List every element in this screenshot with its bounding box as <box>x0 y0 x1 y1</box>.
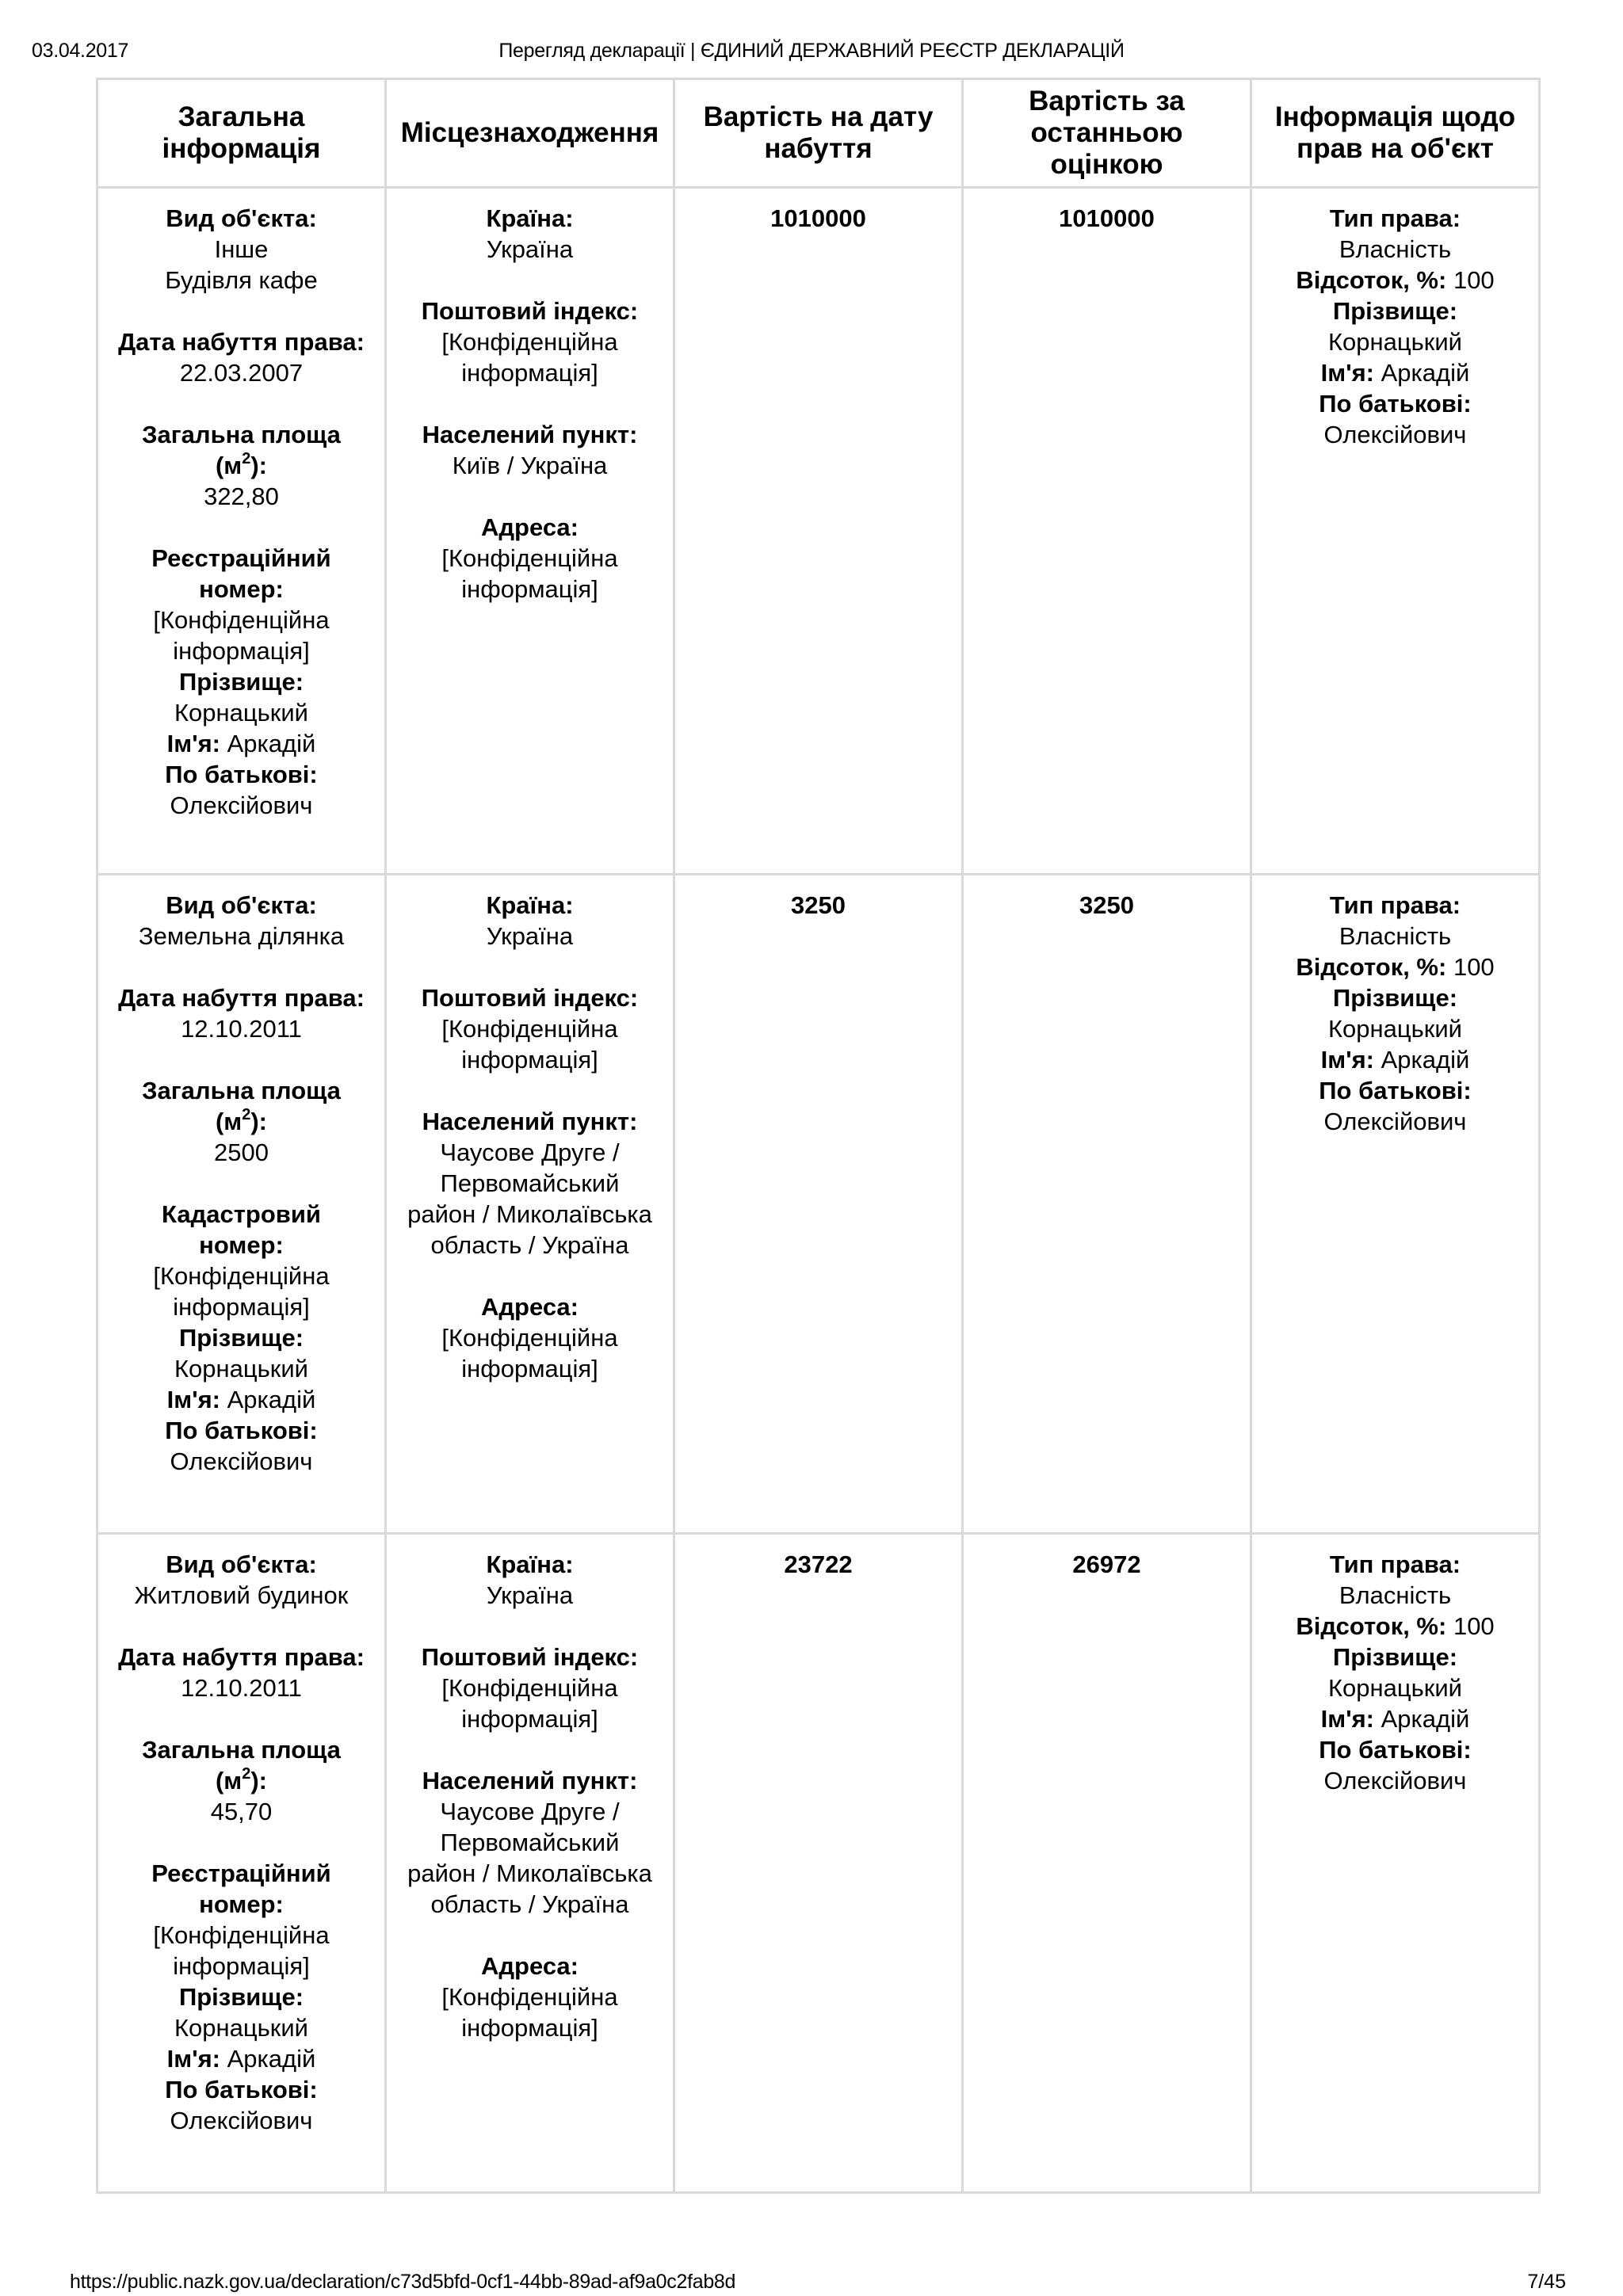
page-url: https://public.nazk.gov.ua/declaration/c73d5bfd-0cf1-44bb-89ad-af9a0c2fab8d <box>70 2271 736 2293</box>
cost-acquisition-cell <box>675 1535 964 2194</box>
area-label-text: Загальна площа (м <box>142 1736 341 1794</box>
cost-acquisition-cell <box>675 875 964 1535</box>
cost-acquisition-value: 23722 <box>784 1550 853 1578</box>
page-title: Перегляд декларації | ЄДИНИЙ ДЕРЖАВНИЙ РЕЄСТР ДЕКЛАРАЦІЙ <box>498 40 1125 62</box>
right-type-label: Тип права: <box>1329 891 1461 919</box>
settlement-value: Чаусове Друге / Первомайський район / Миколаївська область / Україна <box>407 1798 652 1918</box>
rights-cell <box>1252 1535 1541 2194</box>
column-header-rights: Інформація щодо прав на об'єкт <box>1252 80 1541 189</box>
surname-label: Прізвище: <box>178 1324 304 1352</box>
address-value: [Конфіденційна інформація] <box>441 1983 618 2042</box>
surname-value: Корнацький <box>174 1355 308 1383</box>
right-patronymic-label: По батькові: <box>1319 1736 1472 1764</box>
name-value: Аркадій <box>227 1386 316 1413</box>
object-type-label: Вид об'єкта: <box>166 1550 317 1578</box>
cost-last-cell <box>964 189 1252 875</box>
right-surname-label: Прізвище: <box>1332 984 1458 1012</box>
cost-last-cell <box>964 1535 1252 2194</box>
area-label <box>117 1075 365 1137</box>
right-patronymic-value: Олексійович <box>1323 1767 1467 1794</box>
surname-value: Корнацький <box>174 699 308 727</box>
reg-number-value: [Конфіденційна інформація] <box>153 1921 330 1980</box>
object-type-label: Вид об'єкта: <box>166 204 317 232</box>
page-number: 7/45 <box>1527 2271 1566 2293</box>
print-date: 03.04.2017 <box>32 40 129 62</box>
area-label <box>117 1734 365 1796</box>
area-label-end: ): <box>250 1108 268 1135</box>
country-label: Країна: <box>486 204 574 232</box>
reg-number-label: Реєстраційний номер: <box>151 1859 331 1918</box>
object-desc-value: Будівля кафе <box>165 266 318 294</box>
right-patronymic-label: По батькові: <box>1319 1077 1472 1104</box>
share-label: Відсоток, %: <box>1296 266 1447 294</box>
right-surname-label: Прізвище: <box>1332 297 1458 325</box>
object-type-value: Земельна ділянка <box>138 922 345 950</box>
cost-acquisition-value: 1010000 <box>770 204 866 232</box>
acq-date-value: 12.10.2011 <box>181 1674 302 1702</box>
column-header-general: Загальна інформація <box>98 80 387 189</box>
share-value: 100 <box>1453 953 1495 981</box>
right-surname-value: Корнацький <box>1327 1674 1462 1702</box>
table-row <box>98 189 1541 875</box>
settlement-label: Населений пункт: <box>422 1108 638 1135</box>
right-type-label: Тип права: <box>1329 1550 1461 1578</box>
country-label: Країна: <box>486 1550 574 1578</box>
postal-label: Поштовий індекс: <box>421 1643 639 1671</box>
country-value: Україна <box>486 235 574 263</box>
right-surname-value: Корнацький <box>1327 328 1462 356</box>
right-name-label: Ім'я: <box>1320 1046 1374 1074</box>
right-patronymic-value: Олексійович <box>1323 421 1467 448</box>
area-label-sup: 2 <box>242 449 251 467</box>
area-value: 2500 <box>214 1138 269 1166</box>
patronymic-value: Олексійович <box>170 1447 313 1475</box>
reg-number-value: [Конфіденційна інформація] <box>153 606 330 665</box>
right-name-value: Аркадій <box>1381 1705 1470 1733</box>
cadastral-number-label: Кадастровий номер: <box>162 1200 321 1259</box>
postal-value: [Конфіденційна інформація] <box>441 1674 618 1733</box>
area-label-end: ): <box>250 452 268 479</box>
share-value: 100 <box>1453 266 1495 294</box>
share-value: 100 <box>1453 1612 1495 1640</box>
column-header-cost-last: Вартість за останньою оцінкою <box>964 80 1252 189</box>
area-label-text: Загальна площа (м <box>142 421 341 479</box>
area-label-sup: 2 <box>242 1764 251 1783</box>
cost-last-value: 1010000 <box>1059 204 1155 232</box>
share-line <box>1271 1611 1519 1642</box>
cost-acquisition-cell <box>675 189 964 875</box>
acq-date-label: Дата набуття права: <box>118 328 365 356</box>
table-header-row <box>98 80 1541 189</box>
general-info-cell <box>98 875 387 1535</box>
cost-last-value: 26972 <box>1072 1550 1141 1578</box>
patronymic-value: Олексійович <box>170 791 313 819</box>
share-line <box>1271 265 1519 296</box>
general-info-cell <box>98 1535 387 2194</box>
cost-last-value: 3250 <box>1079 891 1134 919</box>
acq-date-label: Дата набуття права: <box>118 984 365 1012</box>
right-name-value: Аркадій <box>1381 1046 1470 1074</box>
cadastral-number-value: [Конфіденційна інформація] <box>153 1262 330 1321</box>
postal-label: Поштовий індекс: <box>421 297 639 325</box>
table-row <box>98 1535 1541 2194</box>
right-name-value: Аркадій <box>1381 359 1470 387</box>
right-type-value: Власність <box>1338 922 1452 950</box>
postal-value: [Конфіденційна інформація] <box>441 328 618 387</box>
share-label: Відсоток, %: <box>1296 1612 1447 1640</box>
rights-cell <box>1252 189 1541 875</box>
country-label: Країна: <box>486 891 574 919</box>
surname-label: Прізвище: <box>178 1983 304 2011</box>
object-type-value: Житловий будинок <box>134 1581 349 1609</box>
rights-cell <box>1252 875 1541 1535</box>
name-line <box>117 2043 365 2074</box>
area-value: 322,80 <box>204 482 279 510</box>
country-value: Україна <box>486 1581 574 1609</box>
area-value: 45,70 <box>210 1798 273 1825</box>
surname-label: Прізвище: <box>178 668 304 696</box>
right-type-label: Тип права: <box>1329 204 1461 232</box>
area-label-text: Загальна площа (м <box>142 1077 341 1135</box>
address-label: Адреса: <box>480 513 579 541</box>
location-cell <box>387 875 675 1535</box>
area-label-sup: 2 <box>242 1105 251 1123</box>
column-header-cost-acquisition: Вартість на дату набуття <box>675 80 964 189</box>
share-line <box>1271 952 1519 982</box>
right-name-line <box>1271 1044 1519 1075</box>
declaration-table <box>96 78 1541 2194</box>
right-surname-value: Корнацький <box>1327 1015 1462 1043</box>
right-type-value: Власність <box>1338 1581 1452 1609</box>
general-info-cell <box>98 189 387 875</box>
country-value: Україна <box>486 922 574 950</box>
name-label: Ім'я: <box>166 730 220 757</box>
name-line <box>117 1384 365 1415</box>
cost-last-cell <box>964 875 1252 1535</box>
surname-value: Корнацький <box>174 2014 308 2042</box>
patronymic-label: По батькові: <box>165 761 318 788</box>
right-surname-label: Прізвище: <box>1332 1643 1458 1671</box>
object-type-value: Інше <box>214 235 269 263</box>
right-name-line <box>1271 1703 1519 1734</box>
settlement-value: Чаусове Друге / Первомайський район / Миколаївська область / Україна <box>407 1138 652 1259</box>
settlement-label: Населений пункт: <box>422 1767 638 1794</box>
address-label: Адреса: <box>480 1952 579 1980</box>
name-label: Ім'я: <box>166 1386 220 1413</box>
object-type-label: Вид об'єкта: <box>166 891 317 919</box>
name-value: Аркадій <box>227 2045 316 2073</box>
postal-label: Поштовий індекс: <box>421 984 639 1012</box>
right-patronymic-label: По батькові: <box>1319 390 1472 418</box>
cost-acquisition-value: 3250 <box>791 891 846 919</box>
acq-date-value: 12.10.2011 <box>181 1015 302 1043</box>
patronymic-value: Олексійович <box>170 2107 313 2134</box>
right-patronymic-value: Олексійович <box>1323 1108 1467 1135</box>
right-name-line <box>1271 357 1519 388</box>
right-type-value: Власність <box>1338 235 1452 263</box>
table-row <box>98 875 1541 1535</box>
location-cell <box>387 1535 675 2194</box>
address-value: [Конфіденційна інформація] <box>441 1324 618 1383</box>
settlement-value: Київ / Україна <box>452 452 608 479</box>
name-label: Ім'я: <box>166 2045 220 2073</box>
area-label-end: ): <box>250 1767 268 1794</box>
acq-date-value: 22.03.2007 <box>179 359 304 387</box>
acq-date-label: Дата набуття права: <box>118 1643 365 1671</box>
patronymic-label: По батькові: <box>165 1417 318 1444</box>
location-cell <box>387 189 675 875</box>
patronymic-label: По батькові: <box>165 2076 318 2103</box>
right-name-label: Ім'я: <box>1320 1705 1374 1733</box>
address-label: Адреса: <box>480 1293 579 1321</box>
address-value: [Конфіденційна інформація] <box>441 544 618 603</box>
name-line <box>117 728 365 759</box>
reg-number-label: Реєстраційний номер: <box>151 544 331 603</box>
name-value: Аркадій <box>227 730 316 757</box>
postal-value: [Конфіденційна інформація] <box>441 1015 618 1074</box>
settlement-label: Населений пункт: <box>422 421 638 448</box>
right-name-label: Ім'я: <box>1320 359 1374 387</box>
share-label: Відсоток, %: <box>1296 953 1447 981</box>
column-header-location: Місцезнаходження <box>387 80 675 189</box>
area-label <box>117 419 365 481</box>
